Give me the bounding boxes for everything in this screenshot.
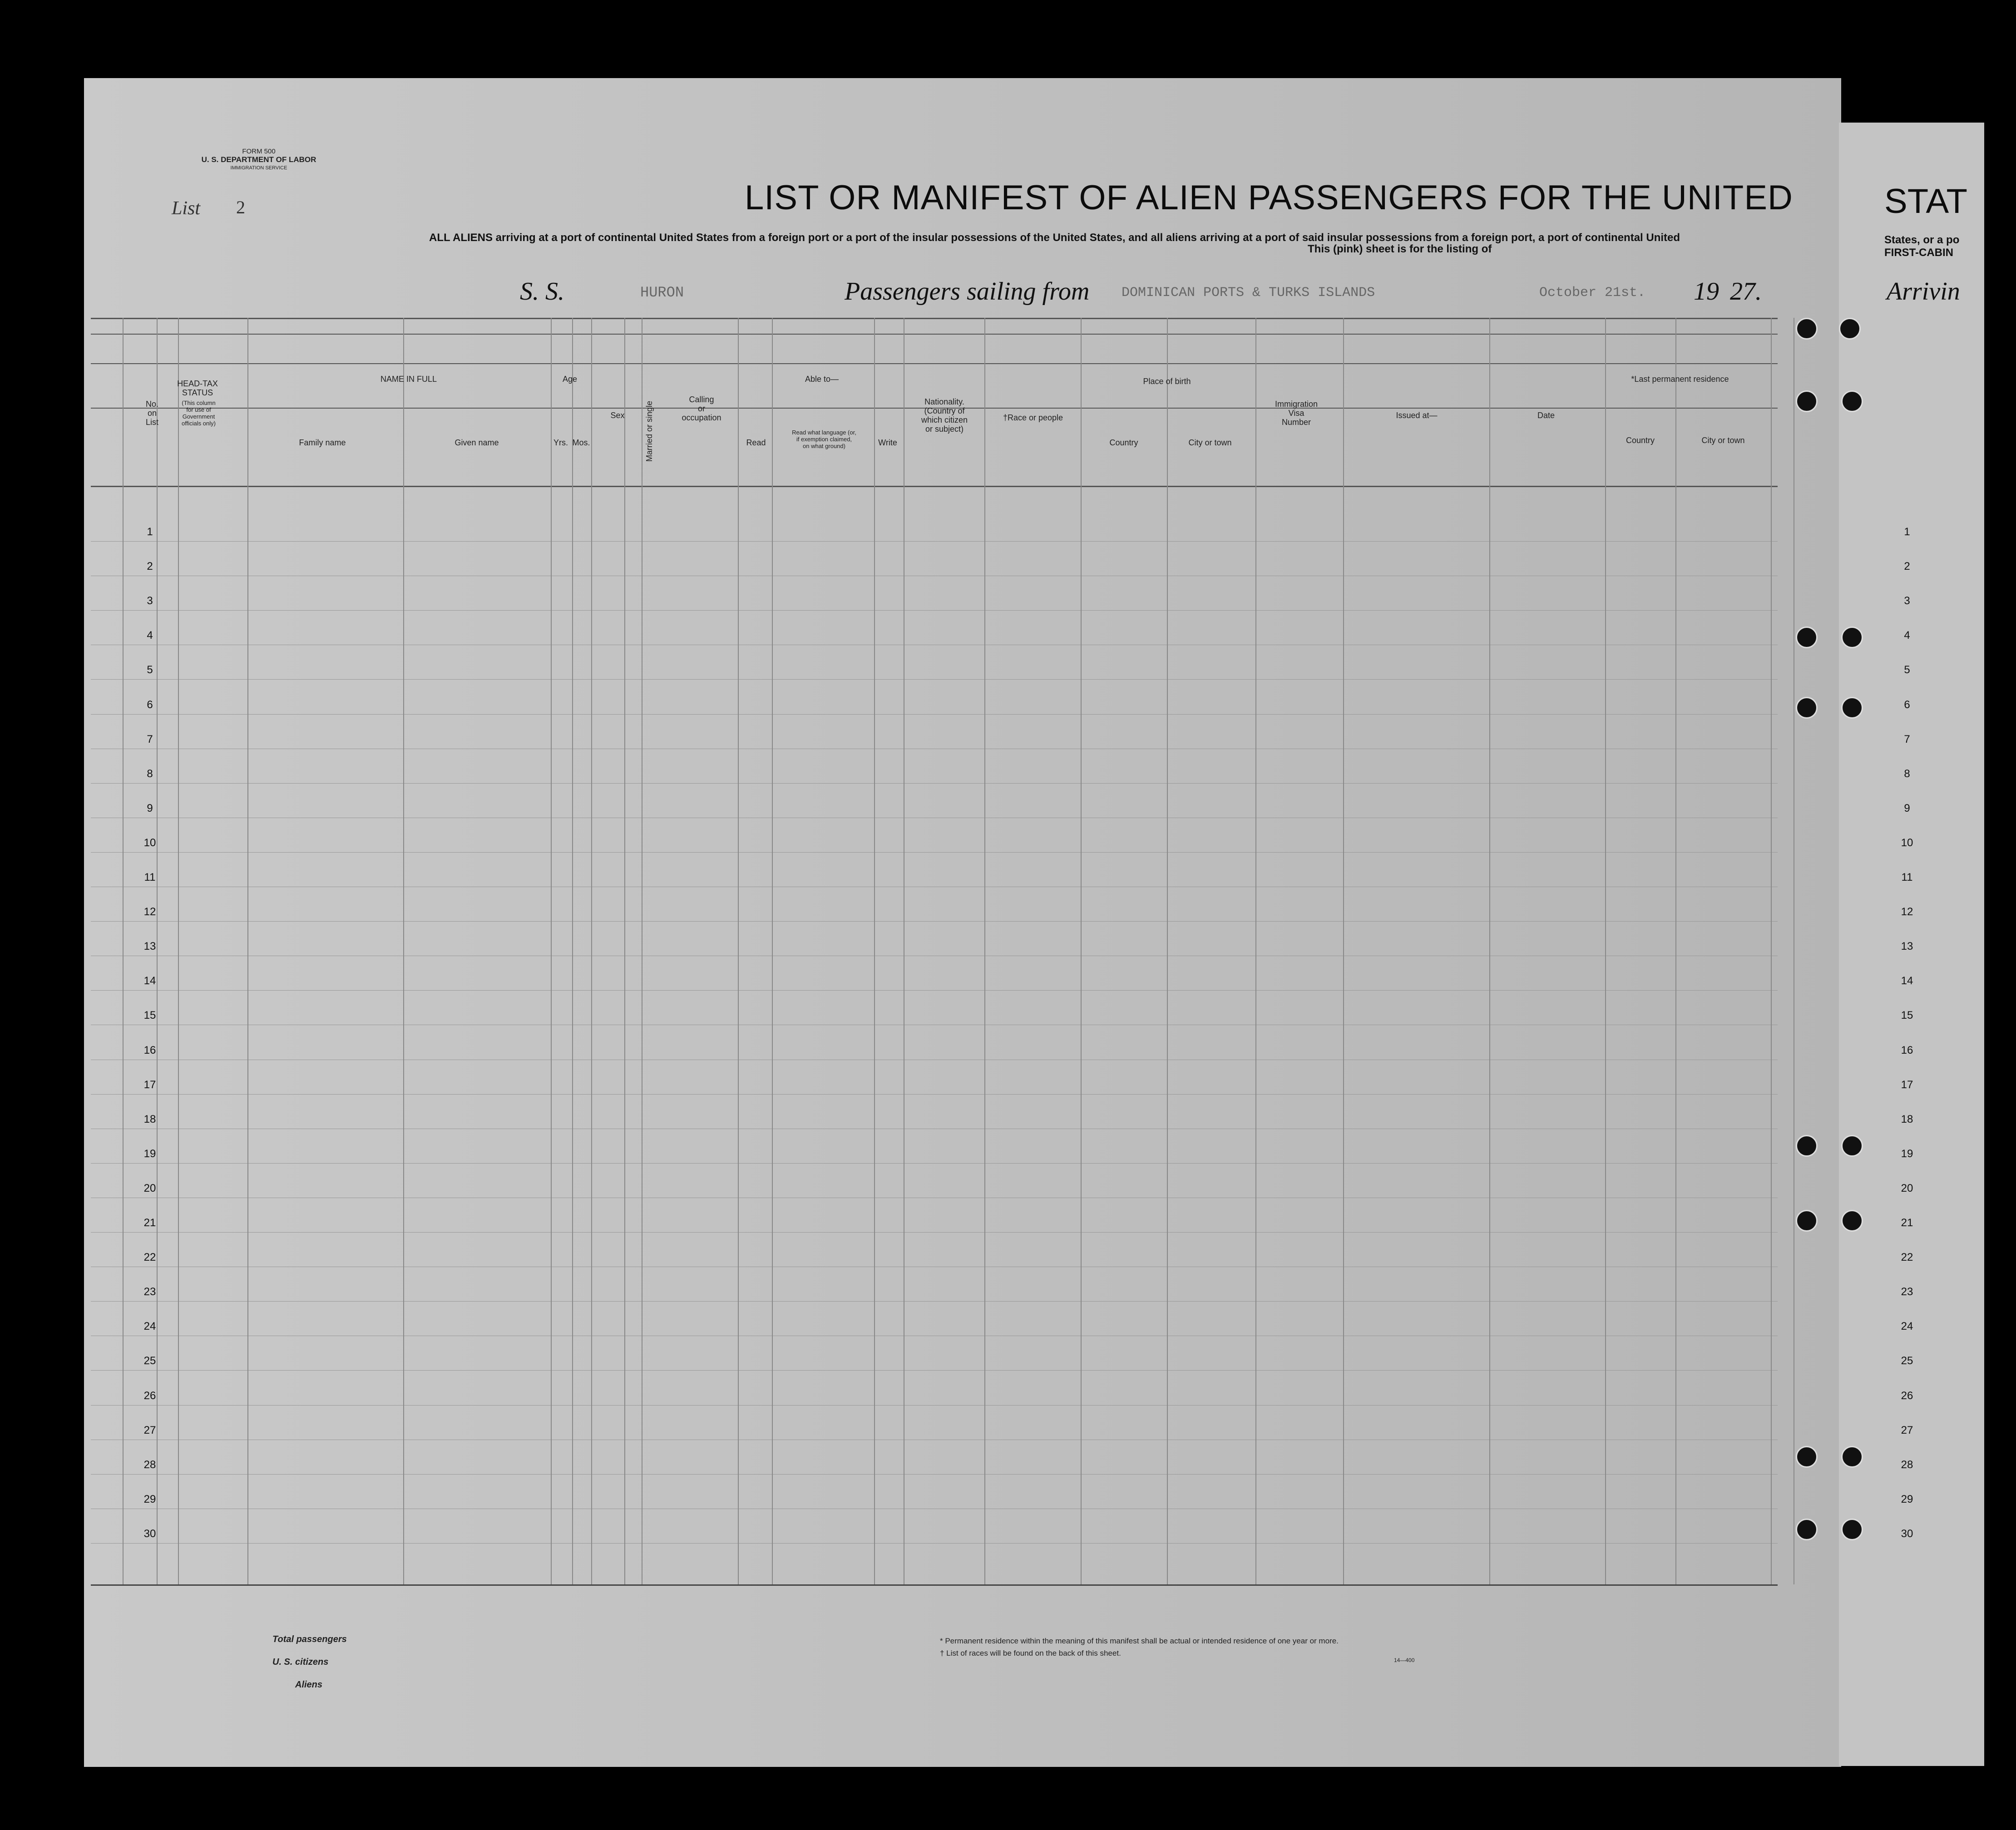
- column-rule: [1675, 318, 1676, 1584]
- row-number-right: 7: [1904, 733, 1910, 745]
- row-number-right: 15: [1901, 1009, 1913, 1022]
- column-rule: [403, 318, 404, 1584]
- sailing-label: Passengers sailing from: [845, 277, 1090, 306]
- col-age: Age: [562, 375, 578, 384]
- row-rule: [91, 541, 1778, 542]
- table-rule: [91, 486, 1778, 487]
- col-res-country: Country: [1626, 436, 1655, 445]
- page-title-continued: STAT: [1884, 182, 1967, 221]
- binder-hole: [1796, 697, 1818, 719]
- row-number: 21: [143, 1217, 156, 1229]
- column-rule: [1605, 318, 1606, 1584]
- column-rule: [1081, 318, 1082, 1584]
- binder-hole: [1841, 1210, 1863, 1232]
- table-rule: [91, 334, 1778, 335]
- row-number-right: 14: [1901, 975, 1913, 987]
- manifest-table: [91, 318, 1778, 1584]
- col-head-tax: HEAD-TAX STATUS: [177, 379, 218, 397]
- footnote-residence: * Permanent residence within the meaning of this manifest shall be actual or intended residence of one year or more.: [940, 1637, 1339, 1645]
- column-rule: [1167, 318, 1168, 1584]
- row-number: 24: [143, 1320, 156, 1333]
- binder-hole: [1796, 626, 1818, 648]
- col-read-lang: Read what language (or, if exemption claimed, on what ground): [792, 429, 856, 449]
- row-number-right: 28: [1901, 1458, 1913, 1471]
- column-rule: [551, 318, 552, 1584]
- binder-hole: [1796, 1135, 1818, 1157]
- row-number-right: 30: [1901, 1527, 1913, 1540]
- row-rule: [91, 1543, 1778, 1544]
- row-number: 2: [147, 560, 153, 573]
- ss-label: S. S.: [520, 277, 564, 306]
- table-bottom-rule: [91, 1584, 1778, 1586]
- row-number: 22: [143, 1251, 156, 1264]
- year-prefix: 19: [1694, 277, 1719, 306]
- row-number-right: 23: [1901, 1286, 1913, 1298]
- column-rule: [624, 318, 625, 1584]
- page-title: LIST OR MANIFEST OF ALIEN PASSENGERS FOR THE UNITED: [745, 178, 1793, 217]
- row-rule: [91, 783, 1778, 784]
- col-sex: Sex: [610, 411, 625, 420]
- us-citizens-label: U. S. citizens: [272, 1657, 329, 1667]
- sailing-date: October 21st.: [1539, 285, 1646, 301]
- row-rule: [91, 1163, 1778, 1164]
- binder-hole: [1841, 1519, 1863, 1540]
- row-number: 13: [143, 940, 156, 953]
- subtitle-2: This (pink) sheet is for the listing of: [1308, 243, 1492, 255]
- row-number: 20: [143, 1182, 156, 1194]
- col-place-birth: Place of birth: [1143, 377, 1191, 386]
- ship-name: HURON: [640, 284, 684, 301]
- column-rule: [247, 318, 248, 1584]
- column-rule: [1771, 318, 1772, 1584]
- row-number-right: 13: [1901, 940, 1913, 953]
- col-read: Read: [746, 438, 766, 447]
- aliens-label: Aliens: [295, 1680, 323, 1690]
- column-rule: [772, 318, 773, 1584]
- col-married: Married or single: [645, 400, 654, 462]
- row-number: 14: [143, 975, 156, 987]
- list-number: 2: [236, 197, 245, 217]
- list-label: List: [172, 198, 201, 219]
- row-number: 27: [143, 1424, 156, 1436]
- row-number-right: 19: [1901, 1147, 1913, 1160]
- col-mos: Mos.: [572, 438, 590, 447]
- row-rule: [91, 1094, 1778, 1095]
- row-number: 15: [143, 1009, 156, 1022]
- row-rule: [91, 1405, 1778, 1406]
- column-rule: [738, 318, 739, 1584]
- row-rule: [91, 852, 1778, 853]
- row-number: 17: [143, 1078, 156, 1091]
- row-rule: [91, 714, 1778, 715]
- row-number-right: 22: [1901, 1251, 1913, 1264]
- row-number: 11: [144, 871, 156, 883]
- col-write: Write: [878, 438, 897, 447]
- row-number: 5: [147, 664, 153, 676]
- row-number-right: 12: [1901, 906, 1913, 918]
- column-rule: [591, 318, 592, 1584]
- binder-hole: [1841, 390, 1863, 412]
- row-number: 26: [143, 1389, 156, 1402]
- row-rule: [91, 1474, 1778, 1475]
- row-number-right: 11: [1901, 871, 1913, 883]
- subtitle-continued: States, or a po FIRST-CABIN: [1884, 234, 1960, 259]
- column-rule: [1343, 318, 1344, 1584]
- col-head-tax-note: (This column for use of Government officials only): [182, 400, 216, 427]
- row-number: 4: [147, 629, 153, 642]
- binder-hole: [1796, 318, 1818, 340]
- row-number-right: 20: [1901, 1182, 1913, 1194]
- subtitle: ALL ALIENS arriving at a port of continental United States from a foreign port or a port of the insular possessions of the United States, and all aliens arriving at a port of said insular possessions from a foreign port, a port of continental United: [429, 232, 1680, 244]
- column-rule: [123, 318, 124, 1584]
- col-race: †Race or people: [1003, 413, 1063, 422]
- row-number: 7: [147, 733, 153, 745]
- department: U. S. DEPARTMENT OF LABOR: [201, 155, 316, 164]
- col-last-res: *Last permanent residence: [1631, 375, 1729, 384]
- binder-hole: [1796, 390, 1818, 412]
- col-date: Date: [1537, 411, 1555, 420]
- row-number-right: 4: [1904, 629, 1910, 642]
- row-rule: [91, 679, 1778, 680]
- col-given-name: Given name: [455, 438, 499, 447]
- row-number: 6: [147, 698, 153, 711]
- row-number: 28: [143, 1458, 156, 1471]
- row-number: 19: [143, 1147, 156, 1160]
- row-number: 18: [143, 1113, 156, 1125]
- binder-hole: [1796, 1519, 1818, 1540]
- row-number-right: 8: [1904, 767, 1910, 780]
- col-yrs: Yrs.: [553, 438, 568, 447]
- arriving-label: Arrivin: [1887, 277, 1960, 306]
- col-city: City or town: [1188, 438, 1232, 447]
- row-number-right: 17: [1901, 1078, 1913, 1091]
- sailing-from: DOMINICAN PORTS & TURKS ISLANDS: [1122, 285, 1375, 301]
- binder-hole: [1796, 1446, 1818, 1468]
- row-number-right: 1: [1904, 526, 1910, 538]
- row-number-right: 27: [1901, 1424, 1913, 1436]
- col-no-on-list: No. on List: [145, 400, 158, 427]
- row-number: 9: [147, 802, 153, 814]
- year-suffix: 27.: [1730, 277, 1762, 306]
- column-rule: [874, 318, 875, 1584]
- row-number-right: 18: [1901, 1113, 1913, 1125]
- form-number: FORM 500: [242, 148, 276, 155]
- table-rule: [91, 363, 1778, 364]
- table-rule: [91, 318, 1778, 319]
- col-name-in-full: NAME IN FULL: [380, 375, 437, 384]
- col-family-name: Family name: [299, 438, 346, 447]
- row-number: 29: [143, 1493, 156, 1505]
- row-number: 8: [147, 767, 153, 780]
- row-number-right: 3: [1904, 595, 1910, 607]
- column-rule: [1255, 318, 1256, 1584]
- col-res-city: City or town: [1701, 436, 1745, 445]
- row-number-right: 29: [1901, 1493, 1913, 1505]
- row-number: 1: [147, 526, 153, 538]
- row-number-right: 5: [1904, 664, 1910, 676]
- row-number-right: 16: [1901, 1044, 1913, 1056]
- row-number: 3: [147, 595, 153, 607]
- row-rule: [91, 1232, 1778, 1233]
- form-header: [168, 148, 350, 172]
- col-nationality: Nationality. (Country of which citizen or subject): [921, 397, 968, 434]
- row-number-right: 10: [1901, 836, 1913, 849]
- row-rule: [91, 1370, 1778, 1371]
- row-number-right: 2: [1904, 560, 1910, 573]
- col-visa: Immigration Visa Number: [1275, 400, 1318, 427]
- service: IMMIGRATION SERVICE: [230, 165, 287, 171]
- row-number: 16: [143, 1044, 156, 1056]
- row-number: 10: [143, 836, 156, 849]
- col-country: Country: [1109, 438, 1138, 447]
- binder-hole: [1841, 697, 1863, 719]
- row-number: 25: [143, 1355, 156, 1367]
- column-rule: [1489, 318, 1490, 1584]
- binder-hole: [1841, 1446, 1863, 1468]
- column-rule: [572, 318, 573, 1584]
- row-number: 30: [143, 1527, 156, 1540]
- column-rule: [178, 318, 179, 1584]
- row-rule: [91, 1301, 1778, 1302]
- row-number-right: 25: [1901, 1355, 1913, 1367]
- row-number-right: 24: [1901, 1320, 1913, 1333]
- binder-hole: [1839, 318, 1861, 340]
- total-passengers-label: Total passengers: [272, 1634, 347, 1644]
- footnote-races: † List of races will be found on the back of this sheet.: [940, 1649, 1121, 1657]
- row-number-right: 21: [1901, 1217, 1913, 1229]
- binder-hole: [1841, 1135, 1863, 1157]
- row-number-right: 26: [1901, 1389, 1913, 1402]
- col-issued-at: Issued at—: [1396, 411, 1438, 420]
- column-rule: [984, 318, 985, 1584]
- footer-code: 14—400: [1394, 1657, 1415, 1663]
- row-rule: [91, 921, 1778, 922]
- row-number: 12: [143, 906, 156, 918]
- row-number-right: 9: [1904, 802, 1910, 814]
- binder-hole: [1841, 626, 1863, 648]
- row-number-right: 6: [1904, 698, 1910, 711]
- row-rule: [91, 610, 1778, 611]
- row-rule: [91, 990, 1778, 991]
- col-calling: Calling or occupation: [682, 395, 721, 422]
- row-number: 23: [143, 1286, 156, 1298]
- col-able-to: Able to—: [805, 375, 839, 384]
- binder-hole: [1796, 1210, 1818, 1232]
